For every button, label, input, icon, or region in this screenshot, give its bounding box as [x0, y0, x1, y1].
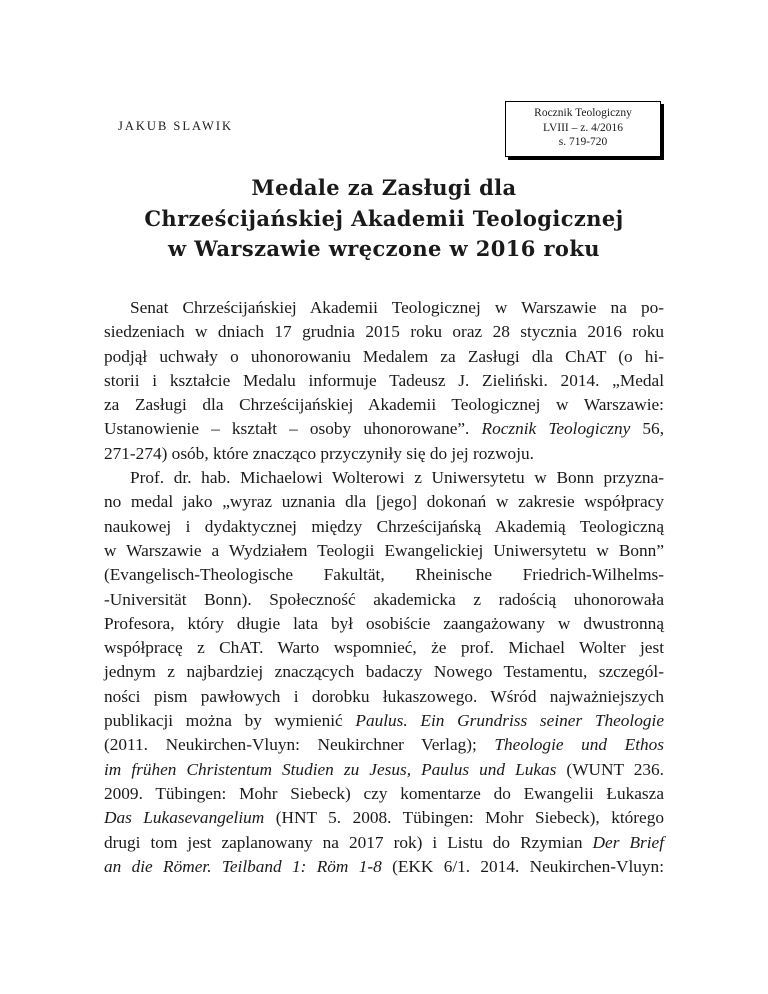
book-title: im frühen Christentum Studien zu Jesus, Paulus und Lukas	[104, 759, 557, 779]
text-line: naukowej i dydaktycznej między Chrześcijańską Akademią Teologiczną	[104, 516, 664, 536]
book-title: Paulus. Ein Grundriss seiner Theologie	[355, 711, 664, 731]
text-line: jednym z najbardziej znaczących badaczy Nowego Testamentu, szczegól-	[104, 662, 664, 682]
text-line: (Evangelisch-Theologische Fakultät, Rheinische Friedrich-Wilhelms-	[104, 565, 664, 585]
text-line	[104, 855, 664, 879]
title-line: Chrześcijańskiej Akademii Teologicznej	[144, 205, 624, 231]
article-title	[98, 173, 670, 265]
book-title: Das Lukasevangelium	[104, 808, 265, 828]
text-run: (2011. Neukirchen-Vluyn: Neukirchner Verlag);	[104, 735, 495, 755]
book-title: Theologie und Ethos	[494, 735, 664, 755]
text-line: współpracę z ChAT. Warto wspomnieć, że prof. Michael Wolter jest	[104, 638, 664, 658]
text-line: 271-274) osób, które znacząco przyczyniły się do jej rozwoju.	[104, 443, 534, 463]
text-run: (WUNT 236.	[556, 759, 664, 779]
text-line: podjął uchwały o uhonorowaniu Medalem za Zasługi dla ChAT (o hi-	[104, 346, 664, 366]
text-line: storii i kształcie Medalu informuje Tadeusz J. Zieliński. 2014. „Medal	[104, 370, 664, 390]
text-run: Ustanowienie – kształt – osoby uhonorowane”.	[104, 419, 482, 439]
title-line: Medale za Zasługi dla	[251, 175, 517, 200]
text-run: drugi tom jest zaplanowany na 2017 rok) i Listu do Rzymian	[104, 832, 593, 852]
article-body	[104, 296, 664, 879]
book-title: an die Römer. Teilband 1: Röm 1-8	[104, 856, 382, 876]
text-line	[104, 831, 664, 855]
text-run: 56,	[630, 419, 665, 439]
text-line: -Universität Bonn). Społeczność akademicka z radością uhonorowała	[104, 589, 664, 609]
paragraph-2	[104, 466, 664, 879]
text-line: za Zasługi dla Chrześcijańskiej Akademii Teologicznej w Warszawie:	[104, 395, 664, 415]
text-line: 2009. Tübingen: Mohr Siebeck) czy komentarze do Ewangelii Łukasza	[104, 783, 664, 803]
text-line: w Warszawie a Wydziałem Teologii Ewangelickiej Uniwersytetu w Bonn”	[104, 540, 664, 560]
title-line: w Warszawie wręczone w 2016 roku	[168, 236, 600, 261]
journal-reference: Rocznik Teologiczny	[481, 419, 631, 439]
paragraph-1	[104, 296, 664, 466]
text-line	[104, 709, 664, 733]
text-line: ności pism pawłowych i dorobku łukaszowego. Wśród najważniejszych	[104, 686, 664, 706]
text-line	[104, 733, 664, 757]
text-line: Prof. dr. hab. Michaelowi Wolterowi z Uniwersytetu w Bonn przyzna-	[130, 468, 664, 488]
text-line: siedzeniach w dniach 17 grudnia 2015 roku oraz 28 stycznia 2016 roku	[104, 322, 664, 342]
text-line	[104, 417, 664, 441]
text-run: (HNT 5. 2008. Tübingen: Mohr Siebeck), którego	[264, 808, 664, 828]
text-line: Senat Chrześcijańskiej Akademii Teologicznej w Warszawie na po-	[130, 298, 664, 317]
journal-pages: s. 719-720	[558, 136, 608, 148]
text-line	[104, 758, 664, 782]
text-line: no medal jako „wyraz uznania dla [jego] dokonań w zakresie współpracy	[104, 492, 664, 512]
text-run: (EKK 6/1. 2014. Neukirchen-Vluyn:	[381, 856, 664, 876]
text-line: Profesora, który długie lata był osobiście zaangażowany w dwustronną	[104, 613, 664, 633]
book-title: Der Brief	[592, 832, 665, 852]
journal-volume: LVIII – z. 4/2016	[542, 121, 624, 134]
text-line	[104, 806, 664, 830]
text-run: publikacji można by wymienić	[104, 711, 356, 731]
journal-name: Rocznik Teologiczny	[534, 107, 632, 119]
author-name: JAKUB SLAWIK	[118, 119, 234, 133]
journal-citation-box	[505, 101, 661, 157]
